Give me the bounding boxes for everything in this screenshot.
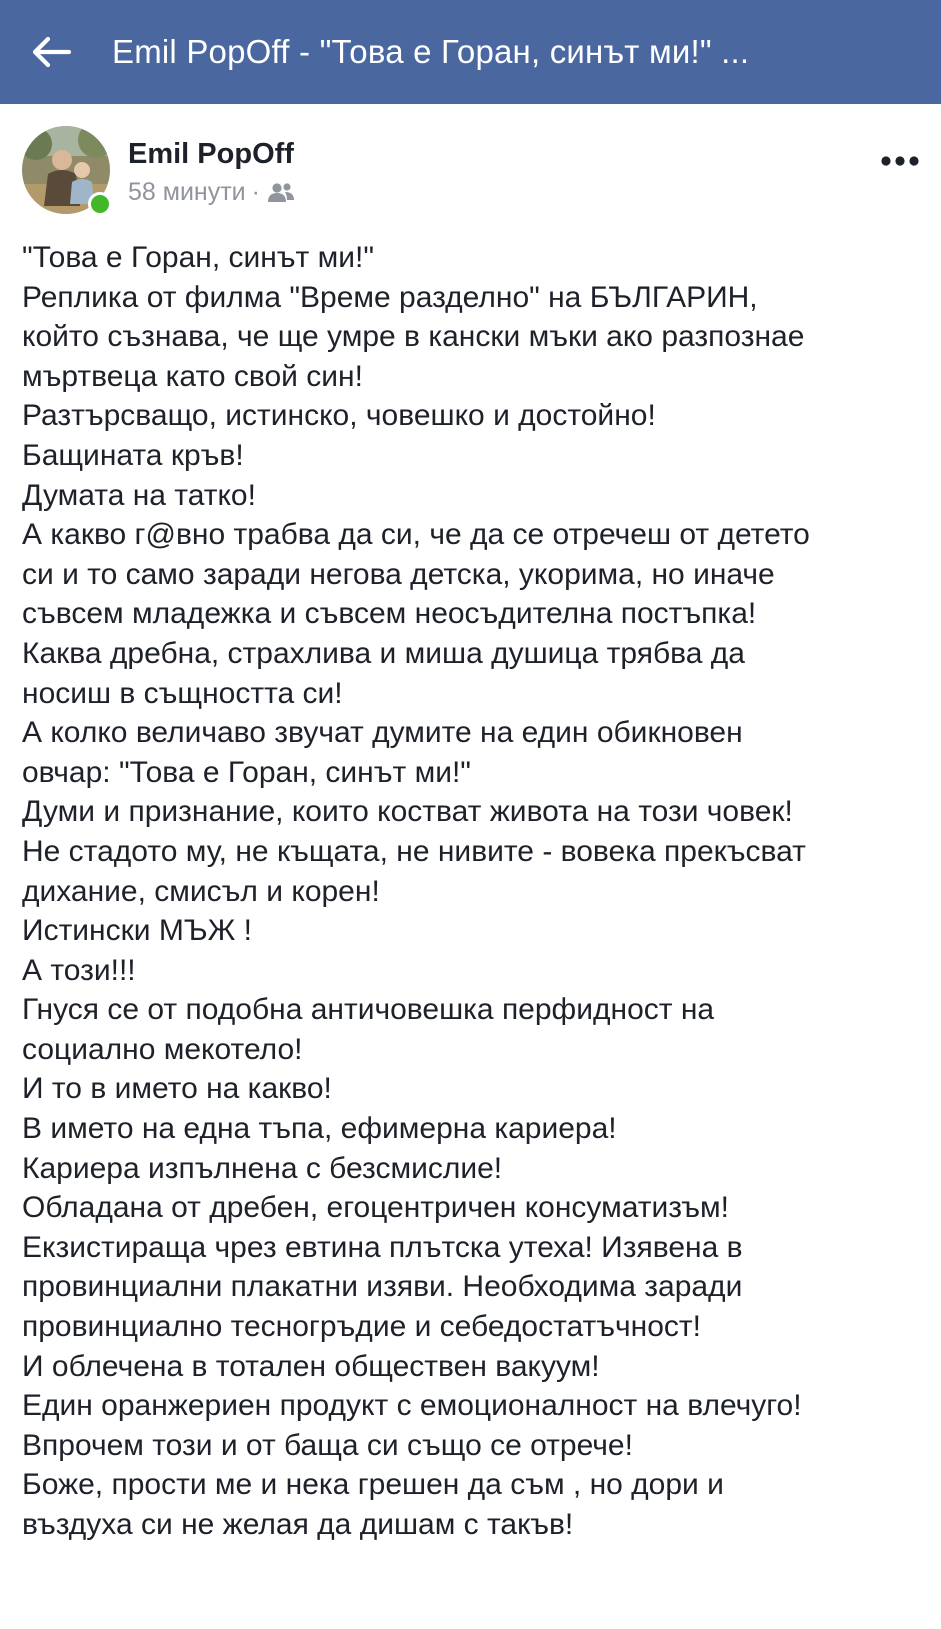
back-button[interactable] xyxy=(26,27,76,77)
post-header xyxy=(22,126,922,218)
post-text-line: провинциални плакатни изяви. Необходима заради xyxy=(22,1270,743,1304)
post-text-line: Думата на татко! xyxy=(22,478,256,512)
post-text-line: В името на една тъпа, ефимерна кариера! xyxy=(22,1112,617,1146)
post-text-line: А колко величаво звучат думите на един обикновен xyxy=(22,716,743,750)
post-text-line: Реплика от филма "Време разделно" на БЪЛГАРИН, xyxy=(22,280,758,314)
post-text-line: И облечена в тотален обществен вакуум! xyxy=(22,1349,600,1383)
post-text-line: Обладана от дребен, егоцентричен консуматизъм! xyxy=(22,1191,730,1225)
post-text-line: овчар: "Това е Горан, синът ми!" xyxy=(22,755,471,789)
post-text-line: мъртвеца като свой син! xyxy=(22,359,363,393)
post-text-line: Разтърсващо, истинско, човешко и достойно! xyxy=(22,399,656,433)
post-text-line: Кариера изпълнена с безсмислие! xyxy=(22,1151,503,1185)
post-text-line: Бащината кръв! xyxy=(22,438,244,472)
post-text-line: "Това е Горан, синът ми!" xyxy=(22,241,375,274)
top-navigation-bar xyxy=(0,0,941,104)
more-options-button[interactable] xyxy=(878,146,922,176)
friends-icon[interactable] xyxy=(266,182,296,204)
post-text-line: И то в името на какво! xyxy=(22,1072,332,1106)
post-text-line: А какво г@вно трабва да си, че да се отречеш от детето xyxy=(22,518,810,552)
page-title: Emil PopOff - "Това е Горан, синът ми!" ... xyxy=(112,33,750,70)
post-text-line: Боже, прости ме и нека грешен да съм , но дори и xyxy=(22,1468,724,1502)
post-meta xyxy=(128,178,296,207)
online-status-indicator xyxy=(88,192,112,216)
post-text-line: Думи и признание, които костват живота на този човек! xyxy=(22,795,793,829)
post-text-line: Истински МЪЖ ! xyxy=(22,914,252,948)
post-timestamp[interactable]: 58 минути xyxy=(128,178,246,206)
post-text-line: Гнуся се от подобна античовешка перфидност на xyxy=(22,993,715,1027)
post-text-line: дихание, смисъл и корен! xyxy=(22,874,380,908)
post-text-line: социално мекотело! xyxy=(22,1032,303,1066)
post-text-line: съвсем младежка и съвсем неосъдителна постъпка! xyxy=(22,597,757,631)
more-horizontal-icon xyxy=(880,155,920,167)
arrow-left-icon xyxy=(31,35,71,69)
post-text xyxy=(22,238,922,1545)
post-text-line: носиш в същността си! xyxy=(22,676,343,710)
post-text-line: провинциално тесногръдие и себедостатъчност! xyxy=(22,1310,701,1344)
post-text-line: въздуха си не желая да дишам с такъв! xyxy=(22,1508,574,1541)
post-text-line: Не стадото му, не къщата, не нивите - вовека прекъсват xyxy=(22,834,806,868)
post-text-line: А този!!! xyxy=(22,953,136,987)
post-text-line: Един оранжериен продукт с емоционалност на влечуго! xyxy=(22,1389,802,1423)
post-text-line: Каква дребна, страхлива и миша душица трябва да xyxy=(22,636,745,670)
post-text-line: си и то само заради негова детска, укорима, но иначе xyxy=(22,557,775,591)
author-name[interactable]: Emil PopOff xyxy=(128,138,294,170)
meta-separator: · xyxy=(251,178,260,206)
post-text-line: който съзнава, че ще умре в кански мъки ако разпознае xyxy=(22,320,805,354)
post-text-line: Впрочем този и от баща си също се отрече! xyxy=(22,1428,633,1462)
post-text-line: Екзистираща чрез евтина плътска утеха! Изявена в xyxy=(22,1230,743,1264)
